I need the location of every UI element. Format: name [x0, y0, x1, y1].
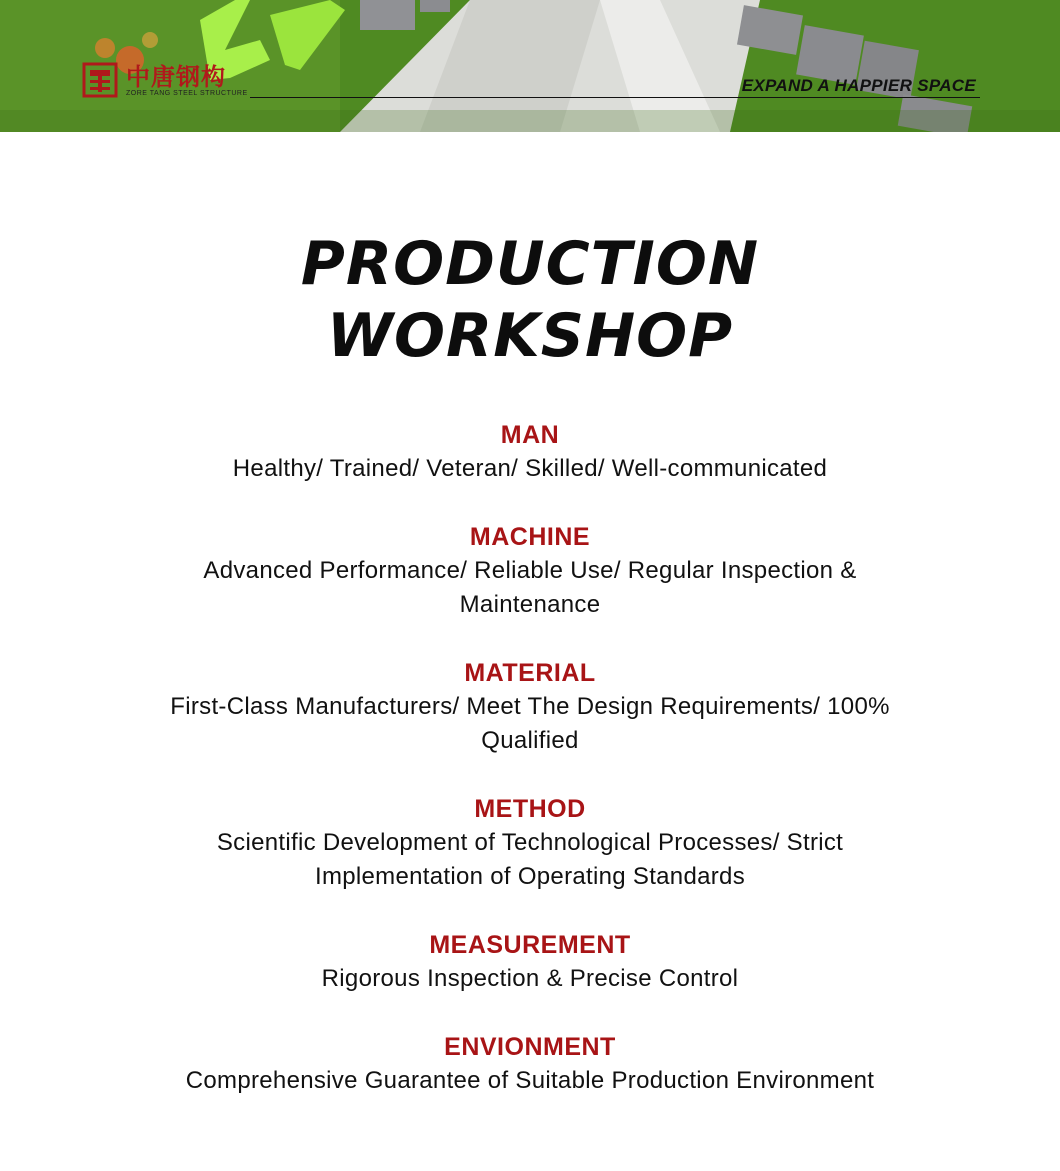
section-body: Rigorous Inspection & Precise Control [321, 965, 739, 992]
section-body: First-Class Manufacturers/ Meet The Design Requirements/ 100% Qualified [170, 693, 890, 754]
company-logo [80, 60, 248, 100]
page-title [0, 228, 1060, 372]
section-environment [0, 1030, 1060, 1098]
logo-english-name: ZORE TANG STEEL STRUCTURE [126, 89, 248, 97]
logo-chinese-name: 中唐钢构 [126, 62, 226, 91]
banner-slogan: EXPAND A HAPPIER SPACE [741, 76, 976, 95]
section-body: Comprehensive Guarantee of Suitable Production Environment [185, 1067, 875, 1094]
banner-divider [250, 97, 980, 98]
section-heading: MATERIAL [464, 659, 596, 687]
section-machine [0, 520, 1060, 622]
logo-mark-icon [80, 60, 120, 100]
section-body: Scientific Development of Technological Processes/ Strict Implementation of Operating Standards [216, 829, 844, 890]
section-body: Healthy/ Trained/ Veteran/ Skilled/ Well-communicated [232, 455, 828, 482]
section-heading: MAN [500, 421, 560, 449]
header-banner [0, 0, 1060, 132]
section-heading: METHOD [474, 795, 586, 823]
page-title-line1: PRODUCTION [300, 229, 760, 299]
sections-list [0, 418, 1060, 1132]
section-method [0, 792, 1060, 894]
page-title-line2: WORKSHOP [326, 301, 734, 371]
section-heading: MEASUREMENT [429, 931, 631, 959]
section-heading: MACHINE [469, 523, 591, 551]
section-heading: ENVIONMENT [444, 1033, 616, 1061]
section-man [0, 418, 1060, 486]
section-measurement [0, 928, 1060, 996]
section-body: Advanced Performance/ Reliable Use/ Regular Inspection & Maintenance [203, 557, 857, 618]
section-material [0, 656, 1060, 758]
